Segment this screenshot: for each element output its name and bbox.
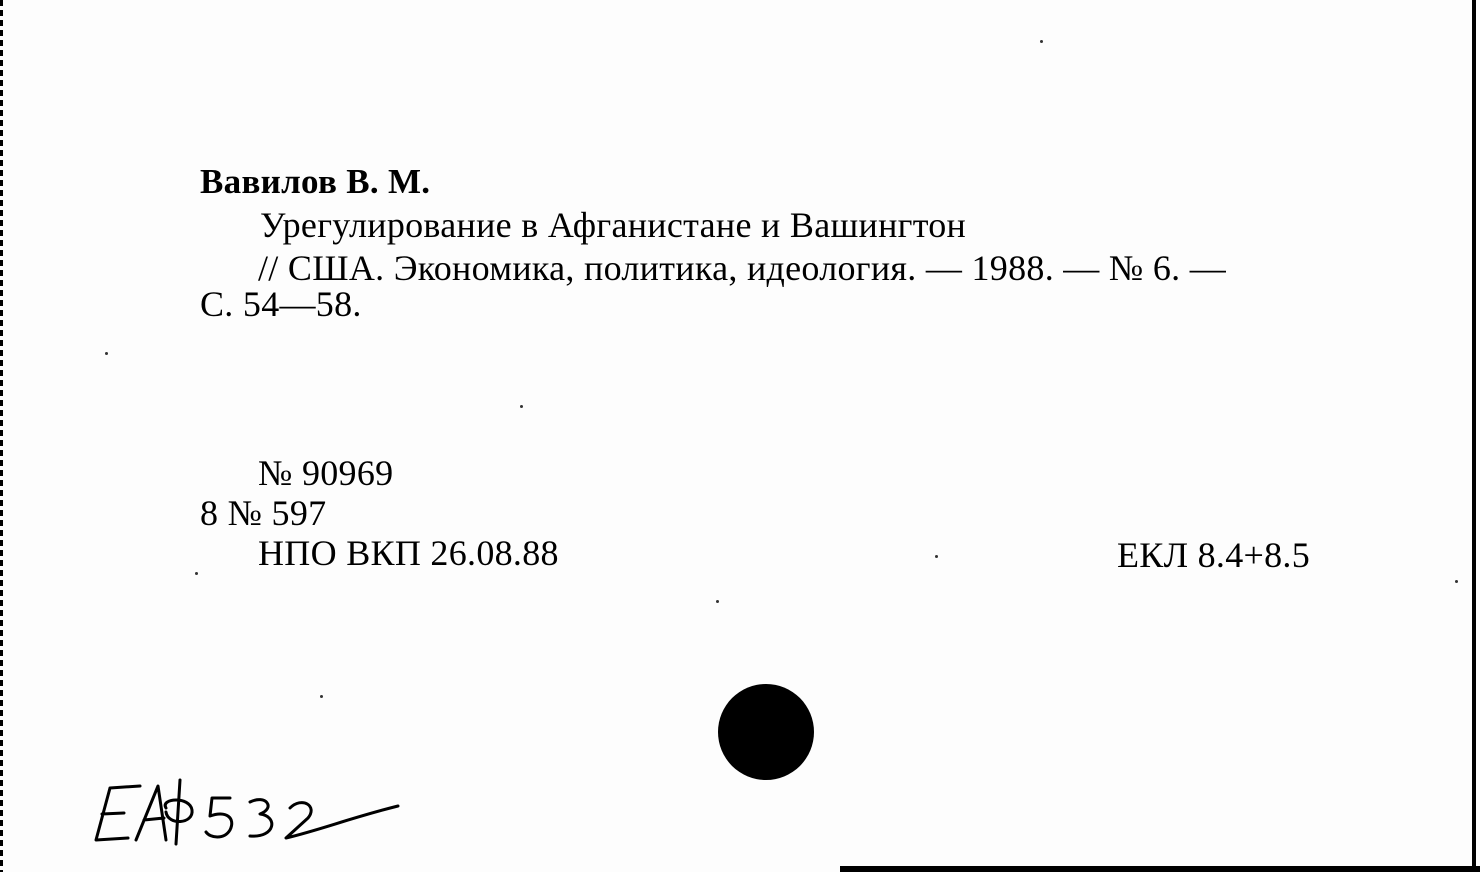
page-range: С. 54—58. [200, 284, 362, 324]
paper-speck [1040, 40, 1043, 43]
paper-speck [195, 572, 198, 575]
source-citation: // США. Экономика, политика, идеология. — 1988. — № 6. — [258, 248, 1227, 288]
handwritten-shelfmark-drawing [80, 758, 420, 858]
author-name: Вавилов В. М. [200, 162, 431, 201]
paper-speck [716, 600, 719, 603]
accession-number: № 90969 [258, 453, 394, 493]
paper-speck [520, 405, 523, 408]
paper-speck [935, 555, 938, 558]
card-right-edge [1472, 0, 1476, 872]
punch-hole [718, 684, 814, 780]
handwritten-shelfmark [80, 758, 420, 863]
paper-speck [1455, 580, 1458, 583]
issuer-date: НПО ВКП 26.08.88 [258, 533, 559, 573]
article-title: Урегулирование в Афганистане и Вашингтон [260, 205, 967, 245]
card-left-edge [0, 0, 3, 872]
classification-code: ЕКЛ 8.4+8.5 [1117, 535, 1311, 575]
paper-speck [105, 352, 108, 355]
card-bottom-edge [840, 866, 1480, 872]
copy-number: 8 № 597 [200, 493, 327, 533]
paper-speck [320, 695, 323, 698]
